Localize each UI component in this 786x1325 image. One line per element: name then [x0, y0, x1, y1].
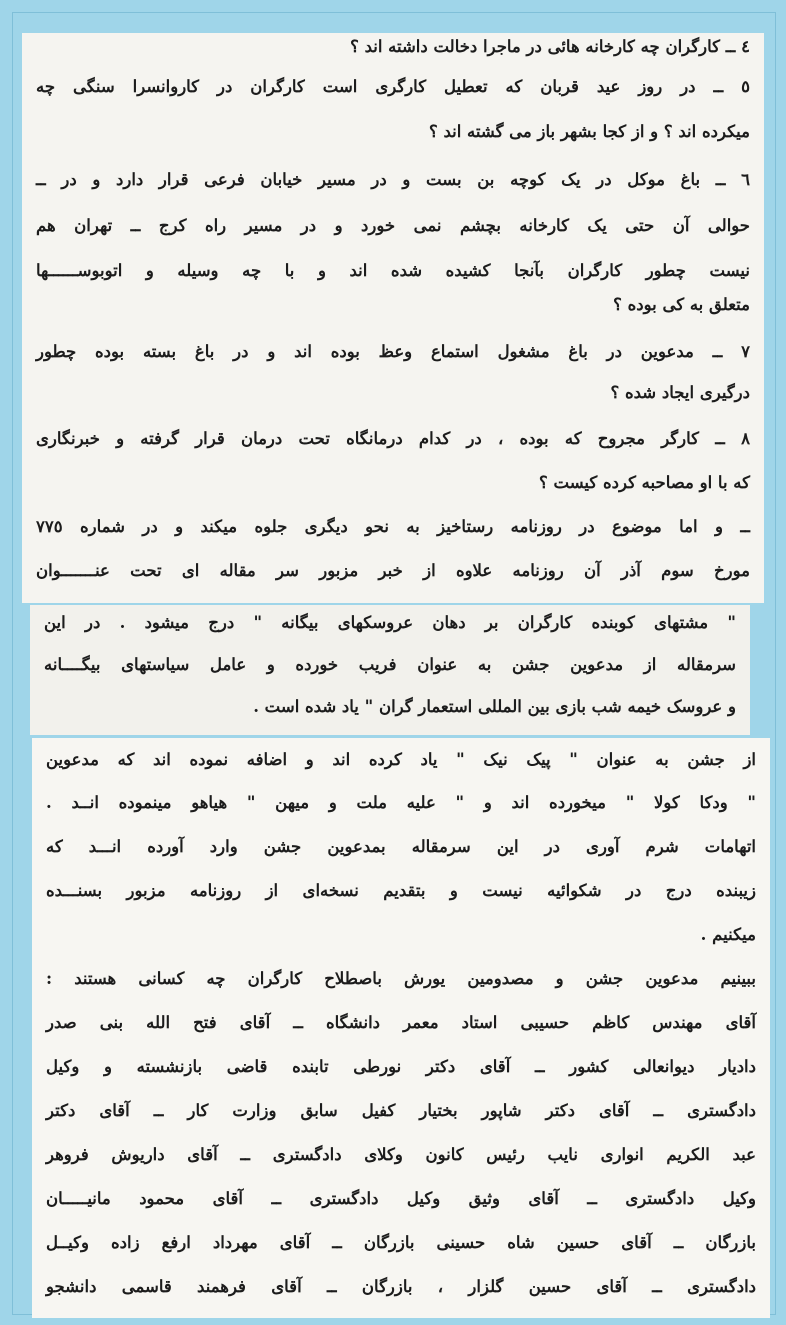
scanned-text-block-2	[30, 605, 750, 735]
text-line: بازرگان ــ آقای حسین شاه حسینی بازرگان ــ آقای مهرداد ارفع زاده وکیــل	[46, 1233, 756, 1252]
text-line: متعلق به کی بوده ؟	[613, 295, 750, 314]
text-line: از جشن به عنوان " پیک نیک " یاد کرده اند و اضافه نموده اند که مدعوین	[46, 750, 756, 769]
text-line: دادگستری ــ آقای دکتر شاپور بختیار کفیل سابق وزارت کار ــ آقای دکتر	[46, 1101, 756, 1120]
text-line: میکرده اند ؟ و از کجا بشهر باز می گشته اند ؟	[428, 122, 750, 141]
text-line: نیست چطور کارگران بآنجا کشیده شده اند و با چه وسیله و اتوبوســــــها	[36, 261, 750, 280]
text-line: ٤ ــ کارگران چه کارخانه هائی در ماجرا دخالت داشته اند ؟	[350, 37, 750, 56]
text-line: " مشتهای کوبنده کارگران بر دهان عروسکهای بیگانه " درج میشود . در این	[44, 613, 736, 632]
text-line: " ودکا کولا " میخورده اند و " علیه ملت و میهن " هیاهو مینموده انــد .	[46, 793, 756, 812]
text-line: دادیار دیوانعالی کشور ــ آقای دکتر نورطی تابنده قاضی بازنشسته و وکیل	[46, 1057, 756, 1076]
text-line: ــ و اما موضوع در روزنامه رستاخیز به نحو دیگری جلوه میکند و در شماره ٧٧٥	[36, 517, 750, 536]
text-line: میکنیم .	[700, 925, 756, 944]
text-line: درگیری ایجاد شده ؟	[610, 383, 750, 402]
text-line: و عروسک خیمه شب بازی بین المللی استعمار گران " یاد شده است .	[253, 697, 736, 716]
text-line: دادگستری ــ آقای حسین گلزار ، بازرگان ــ آقای فرهمند قاسمی دانشجو	[46, 1277, 756, 1296]
text-line: ٥ ــ در روز عید قربان که تعطیل کارگری است کارگران در کاروانسرا سنگی چه	[36, 77, 750, 96]
scanned-text-block-3	[32, 738, 770, 1318]
text-line: ٦ ــ باغ موکل در یک کوچه بن بست و در مسیر خیابان فرعی قرار دارد و در ــ	[36, 170, 750, 189]
text-line: اتهامات شرم آوری در این سرمقاله بمدعوین جشن وارد آورده انـــد که	[46, 837, 756, 856]
text-line: ٧ ــ مدعوین در باغ مشغول استماع وعظ بوده اند و در باغ بسته بوده چطور	[36, 342, 750, 361]
text-line: که با او مصاحبه کرده کیست ؟	[538, 473, 750, 492]
text-line: آقای مهندس کاظم حسیبی استاد معمر دانشگاه ــ آقای فتح الله بنی صدر	[46, 1013, 756, 1032]
text-line: حوالی آن حتی یک کارخانه بچشم نمی خورد و در مسیر راه کرج ــ تهران هم	[36, 216, 750, 235]
text-line: ٨ ــ کارگر مجروح که بوده ، در کدام درمانگاه تحت درمان قرار گرفته و خبرنگاری	[36, 429, 750, 448]
text-line: عبد الکریم انواری نایب رئیس کانون وکلای دادگستری ــ آقای داریوش فروهر	[46, 1145, 756, 1164]
text-line: سرمقاله از مدعوین جشن به عنوان فریب خورده و عامل سیاستهای بیگــــانه	[44, 655, 736, 674]
text-line: مورخ سوم آذر آن روزنامه علاوه از خبر مزبور سر مقاله ای تحت عنـــــــوان	[36, 561, 750, 580]
text-line: زیبنده درج در شکوائیه نیست و بتقدیم نسخه‌ای از روزنامه مزبور بسنـــده	[46, 881, 756, 900]
text-line: ببینیم مدعوین جشن و مصدومین یورش باصطلاح کارگران چه کسانی هستند :	[46, 969, 756, 988]
scanned-text-block-1	[22, 33, 764, 603]
text-line: وکیل دادگستری ــ آقای وثیق وکیل دادگستری ــ آقای محمود مانیـــــان	[46, 1189, 756, 1208]
